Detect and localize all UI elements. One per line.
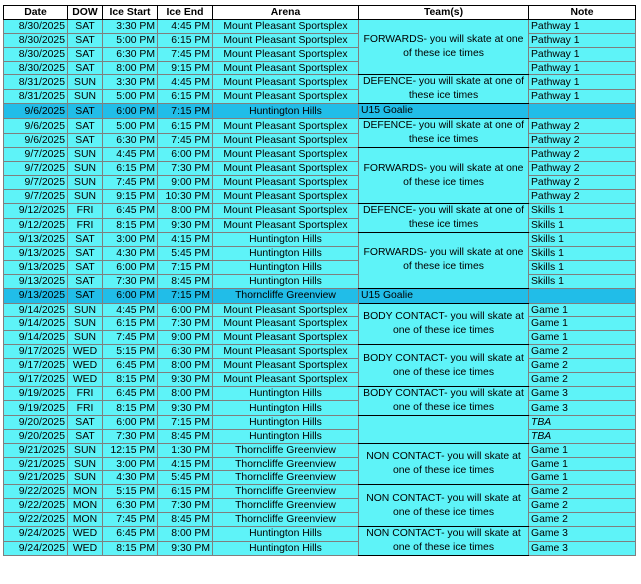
arena-cell[interactable]: Thorncliffe Greenview bbox=[213, 471, 359, 485]
table-row bbox=[4, 61, 636, 75]
arena-cell[interactable]: Mount Pleasant Sportsplex bbox=[213, 331, 359, 345]
ice-end-cell[interactable]: 6:15 PM bbox=[158, 119, 213, 134]
note-cell[interactable]: Pathway 1 bbox=[529, 47, 636, 61]
table-row bbox=[4, 443, 636, 457]
table-row bbox=[4, 401, 636, 416]
table-row bbox=[4, 33, 636, 47]
date-cell[interactable]: 8/31/2025 bbox=[4, 75, 68, 90]
note-cell[interactable]: Game 1 bbox=[529, 457, 636, 471]
arena-cell[interactable]: Mount Pleasant Sportsplex bbox=[213, 204, 359, 219]
ice-start-cell[interactable]: 6:00 PM bbox=[103, 288, 158, 303]
ice-start-cell[interactable]: 6:15 PM bbox=[103, 317, 158, 331]
teams-cell[interactable]: BODY CONTACT- you will skate at one of these ice times bbox=[359, 303, 529, 345]
ice-start-cell[interactable]: 6:00 PM bbox=[103, 104, 158, 119]
arena-cell[interactable]: Mount Pleasant Sportsplex bbox=[213, 148, 359, 162]
dow-cell[interactable]: WED bbox=[68, 541, 103, 556]
date-cell[interactable]: 9/24/2025 bbox=[4, 541, 68, 556]
note-cell[interactable]: Game 1 bbox=[529, 303, 636, 317]
ice-start-cell[interactable]: 4:45 PM bbox=[103, 148, 158, 162]
note-cell[interactable]: Pathway 2 bbox=[529, 176, 636, 190]
note-cell[interactable]: Pathway 1 bbox=[529, 61, 636, 75]
ice-start-cell[interactable]: 7:45 PM bbox=[103, 513, 158, 527]
ice-start-cell[interactable]: 9:15 PM bbox=[103, 190, 158, 204]
ice-end-cell[interactable]: 9:30 PM bbox=[158, 373, 213, 387]
ice-start-cell[interactable]: 8:15 PM bbox=[103, 373, 158, 387]
ice-start-cell[interactable]: 8:15 PM bbox=[103, 218, 158, 233]
date-cell[interactable]: 9/14/2025 bbox=[4, 331, 68, 345]
date-cell[interactable]: 9/21/2025 bbox=[4, 457, 68, 471]
teams-cell[interactable]: U15 Goalie bbox=[359, 104, 529, 119]
note-cell[interactable]: TBA bbox=[529, 429, 636, 443]
arena-cell[interactable]: Mount Pleasant Sportsplex bbox=[213, 119, 359, 134]
table-row bbox=[4, 317, 636, 331]
ice-start-cell[interactable]: 6:45 PM bbox=[103, 204, 158, 219]
dow-cell[interactable]: MON bbox=[68, 513, 103, 527]
date-cell[interactable]: 8/30/2025 bbox=[4, 19, 68, 33]
arena-cell[interactable]: Mount Pleasant Sportsplex bbox=[213, 133, 359, 148]
ice-end-cell[interactable]: 7:30 PM bbox=[158, 317, 213, 331]
arena-cell[interactable]: Huntington Hills bbox=[213, 246, 359, 260]
ice-end-cell[interactable]: 7:30 PM bbox=[158, 499, 213, 513]
arena-cell[interactable]: Thorncliffe Greenview bbox=[213, 457, 359, 471]
header-ice-start[interactable]: Ice Start bbox=[103, 6, 158, 20]
note-cell[interactable]: Pathway 1 bbox=[529, 19, 636, 33]
date-cell[interactable]: 9/14/2025 bbox=[4, 303, 68, 317]
note-cell[interactable]: Game 2 bbox=[529, 373, 636, 387]
note-cell[interactable]: Pathway 2 bbox=[529, 119, 636, 134]
table-row bbox=[4, 303, 636, 317]
dow-cell[interactable]: SUN bbox=[68, 471, 103, 485]
date-cell[interactable]: 8/31/2025 bbox=[4, 89, 68, 104]
date-cell[interactable]: 9/21/2025 bbox=[4, 471, 68, 485]
date-cell[interactable]: 9/13/2025 bbox=[4, 246, 68, 260]
ice-end-cell[interactable]: 6:15 PM bbox=[158, 485, 213, 499]
dow-cell[interactable]: WED bbox=[68, 345, 103, 359]
ice-end-cell[interactable]: 5:45 PM bbox=[158, 471, 213, 485]
table-row bbox=[4, 75, 636, 90]
arena-cell[interactable]: Huntington Hills bbox=[213, 104, 359, 119]
ice-start-cell[interactable]: 6:45 PM bbox=[103, 527, 158, 542]
table-row bbox=[4, 345, 636, 359]
note-cell[interactable]: Game 1 bbox=[529, 471, 636, 485]
dow-cell[interactable]: SUN bbox=[68, 317, 103, 331]
note-cell[interactable]: Game 3 bbox=[529, 386, 636, 401]
table-row bbox=[4, 485, 636, 499]
ice-start-cell[interactable]: 7:30 PM bbox=[103, 429, 158, 443]
note-cell[interactable]: Game 3 bbox=[529, 541, 636, 556]
date-cell[interactable]: 9/7/2025 bbox=[4, 162, 68, 176]
ice-start-cell[interactable]: 3:30 PM bbox=[103, 19, 158, 33]
ice-start-cell[interactable]: 8:15 PM bbox=[103, 541, 158, 556]
table-row bbox=[4, 373, 636, 387]
dow-cell[interactable]: SAT bbox=[68, 19, 103, 33]
table-row bbox=[4, 499, 636, 513]
arena-cell[interactable]: Mount Pleasant Sportsplex bbox=[213, 317, 359, 331]
date-cell[interactable]: 9/22/2025 bbox=[4, 513, 68, 527]
arena-cell[interactable]: Mount Pleasant Sportsplex bbox=[213, 61, 359, 75]
note-cell[interactable]: Pathway 2 bbox=[529, 148, 636, 162]
date-cell[interactable]: 9/14/2025 bbox=[4, 317, 68, 331]
date-cell[interactable]: 9/20/2025 bbox=[4, 415, 68, 429]
arena-cell[interactable]: Huntington Hills bbox=[213, 527, 359, 542]
dow-cell[interactable]: WED bbox=[68, 373, 103, 387]
header-teams[interactable]: Team(s) bbox=[359, 6, 529, 20]
note-cell[interactable]: Game 3 bbox=[529, 527, 636, 542]
arena-cell[interactable]: Mount Pleasant Sportsplex bbox=[213, 162, 359, 176]
note-cell[interactable]: Game 2 bbox=[529, 359, 636, 373]
note-cell[interactable]: Skills 1 bbox=[529, 233, 636, 247]
ice-end-cell[interactable]: 9:30 PM bbox=[158, 218, 213, 233]
table-row bbox=[4, 204, 636, 219]
dow-cell[interactable]: MON bbox=[68, 485, 103, 499]
teams-cell[interactable]: U15 Goalie bbox=[359, 288, 529, 303]
ice-end-cell[interactable]: 6:15 PM bbox=[158, 89, 213, 104]
ice-end-cell[interactable]: 7:15 PM bbox=[158, 260, 213, 274]
dow-cell[interactable]: SAT bbox=[68, 61, 103, 75]
ice-start-cell[interactable]: 8:00 PM bbox=[103, 61, 158, 75]
note-cell[interactable]: Pathway 2 bbox=[529, 190, 636, 204]
dow-cell[interactable]: SAT bbox=[68, 47, 103, 61]
ice-end-cell[interactable]: 4:45 PM bbox=[158, 75, 213, 90]
date-cell[interactable]: 9/21/2025 bbox=[4, 443, 68, 457]
ice-start-cell[interactable]: 6:30 PM bbox=[103, 47, 158, 61]
ice-end-cell[interactable]: 7:45 PM bbox=[158, 133, 213, 148]
date-cell[interactable]: 9/13/2025 bbox=[4, 274, 68, 288]
ice-start-cell[interactable]: 12:15 PM bbox=[103, 443, 158, 457]
arena-cell[interactable]: Huntington Hills bbox=[213, 541, 359, 556]
note-cell[interactable]: Game 2 bbox=[529, 345, 636, 359]
table-row bbox=[4, 331, 636, 345]
note-cell[interactable] bbox=[529, 288, 636, 303]
dow-cell[interactable]: MON bbox=[68, 499, 103, 513]
arena-cell[interactable]: Huntington Hills bbox=[213, 233, 359, 247]
arena-cell[interactable]: Thorncliffe Greenview bbox=[213, 485, 359, 499]
teams-cell[interactable]: FORWARDS- you will skate at one of these ice times bbox=[359, 19, 529, 75]
ice-start-cell[interactable]: 6:00 PM bbox=[103, 415, 158, 429]
date-cell[interactable]: 9/17/2025 bbox=[4, 359, 68, 373]
teams-cell[interactable]: BODY CONTACT- you will skate at one of these ice times bbox=[359, 386, 529, 415]
date-cell[interactable]: 9/13/2025 bbox=[4, 260, 68, 274]
ice-end-cell[interactable]: 8:45 PM bbox=[158, 274, 213, 288]
dow-cell[interactable]: SUN bbox=[68, 443, 103, 457]
ice-start-cell[interactable]: 5:00 PM bbox=[103, 119, 158, 134]
arena-cell[interactable]: Thorncliffe Greenview bbox=[213, 513, 359, 527]
dow-cell[interactable]: FRI bbox=[68, 401, 103, 416]
date-cell[interactable]: 9/13/2025 bbox=[4, 233, 68, 247]
dow-cell[interactable]: SUN bbox=[68, 162, 103, 176]
ice-end-cell[interactable]: 8:00 PM bbox=[158, 359, 213, 373]
dow-cell[interactable]: SAT bbox=[68, 33, 103, 47]
ice-start-cell[interactable]: 5:15 PM bbox=[103, 345, 158, 359]
ice-start-cell[interactable]: 8:15 PM bbox=[103, 401, 158, 416]
dow-cell[interactable]: SAT bbox=[68, 274, 103, 288]
table-row bbox=[4, 190, 636, 204]
dow-cell[interactable]: FRI bbox=[68, 386, 103, 401]
ice-start-cell[interactable]: 7:45 PM bbox=[103, 331, 158, 345]
dow-cell[interactable]: SAT bbox=[68, 260, 103, 274]
header-row bbox=[4, 6, 636, 20]
date-cell[interactable]: 9/7/2025 bbox=[4, 190, 68, 204]
dow-cell[interactable]: SUN bbox=[68, 75, 103, 90]
dow-cell[interactable]: SAT bbox=[68, 288, 103, 303]
date-cell[interactable]: 9/7/2025 bbox=[4, 176, 68, 190]
note-cell[interactable]: Game 2 bbox=[529, 513, 636, 527]
ice-end-cell[interactable]: 6:00 PM bbox=[158, 303, 213, 317]
ice-end-cell[interactable]: 9:15 PM bbox=[158, 61, 213, 75]
ice-end-cell[interactable]: 6:30 PM bbox=[158, 345, 213, 359]
dow-cell[interactable]: FRI bbox=[68, 204, 103, 219]
table-row bbox=[4, 386, 636, 401]
note-cell[interactable]: Skills 1 bbox=[529, 246, 636, 260]
date-cell[interactable]: 9/22/2025 bbox=[4, 485, 68, 499]
header-date[interactable]: Date bbox=[4, 6, 68, 20]
arena-cell[interactable]: Mount Pleasant Sportsplex bbox=[213, 176, 359, 190]
table-row bbox=[4, 274, 636, 288]
ice-end-cell[interactable]: 8:45 PM bbox=[158, 429, 213, 443]
ice-start-cell[interactable]: 5:00 PM bbox=[103, 33, 158, 47]
ice-end-cell[interactable]: 8:45 PM bbox=[158, 513, 213, 527]
ice-start-cell[interactable]: 4:30 PM bbox=[103, 471, 158, 485]
note-cell[interactable]: Pathway 1 bbox=[529, 75, 636, 90]
ice-start-cell[interactable]: 5:15 PM bbox=[103, 485, 158, 499]
note-cell[interactable]: Skills 1 bbox=[529, 218, 636, 233]
date-cell[interactable]: 9/24/2025 bbox=[4, 527, 68, 542]
dow-cell[interactable]: WED bbox=[68, 527, 103, 542]
arena-cell[interactable]: Mount Pleasant Sportsplex bbox=[213, 303, 359, 317]
arena-cell[interactable]: Mount Pleasant Sportsplex bbox=[213, 33, 359, 47]
arena-cell[interactable]: Thorncliffe Greenview bbox=[213, 443, 359, 457]
dow-cell[interactable]: SUN bbox=[68, 303, 103, 317]
note-cell[interactable]: Skills 1 bbox=[529, 260, 636, 274]
teams-cell[interactable]: NON CONTACT- you will skate at one of these ice times bbox=[359, 527, 529, 556]
teams-cell[interactable]: DEFENCE- you will skate at one of these ice times bbox=[359, 119, 529, 148]
ice-end-cell[interactable]: 7:15 PM bbox=[158, 288, 213, 303]
note-cell[interactable]: Game 1 bbox=[529, 331, 636, 345]
note-cell[interactable]: Pathway 1 bbox=[529, 33, 636, 47]
ice-end-cell[interactable]: 10:30 PM bbox=[158, 190, 213, 204]
dow-cell[interactable]: SAT bbox=[68, 233, 103, 247]
date-cell[interactable]: 9/19/2025 bbox=[4, 386, 68, 401]
table-row bbox=[4, 233, 636, 247]
ice-end-cell[interactable]: 8:00 PM bbox=[158, 386, 213, 401]
table-row bbox=[4, 119, 636, 134]
table-row bbox=[4, 218, 636, 233]
teams-cell[interactable]: FORWARDS- you will skate at one of these ice times bbox=[359, 148, 529, 204]
teams-cell[interactable] bbox=[359, 415, 529, 443]
ice-end-cell[interactable]: 4:15 PM bbox=[158, 457, 213, 471]
arena-cell[interactable]: Mount Pleasant Sportsplex bbox=[213, 373, 359, 387]
table-row bbox=[4, 19, 636, 33]
ice-start-cell[interactable]: 6:15 PM bbox=[103, 162, 158, 176]
ice-end-cell[interactable]: 4:15 PM bbox=[158, 233, 213, 247]
schedule-body bbox=[4, 19, 636, 555]
note-cell[interactable] bbox=[529, 104, 636, 119]
date-cell[interactable]: 9/6/2025 bbox=[4, 104, 68, 119]
teams-cell[interactable]: NON CONTACT- you will skate at one of these ice times bbox=[359, 485, 529, 527]
ice-end-cell[interactable]: 8:00 PM bbox=[158, 527, 213, 542]
dow-cell[interactable]: SUN bbox=[68, 148, 103, 162]
arena-cell[interactable]: Mount Pleasant Sportsplex bbox=[213, 190, 359, 204]
dow-cell[interactable]: SUN bbox=[68, 89, 103, 104]
ice-end-cell[interactable]: 7:15 PM bbox=[158, 415, 213, 429]
date-cell[interactable]: 9/17/2025 bbox=[4, 373, 68, 387]
dow-cell[interactable]: FRI bbox=[68, 218, 103, 233]
arena-cell[interactable]: Mount Pleasant Sportsplex bbox=[213, 359, 359, 373]
arena-cell[interactable]: Huntington Hills bbox=[213, 386, 359, 401]
ice-start-cell[interactable]: 6:30 PM bbox=[103, 133, 158, 148]
note-cell[interactable]: Pathway 2 bbox=[529, 133, 636, 148]
table-row bbox=[4, 133, 636, 148]
note-cell[interactable]: Game 1 bbox=[529, 443, 636, 457]
ice-end-cell[interactable]: 7:30 PM bbox=[158, 162, 213, 176]
arena-cell[interactable]: Mount Pleasant Sportsplex bbox=[213, 345, 359, 359]
ice-start-cell[interactable]: 3:30 PM bbox=[103, 75, 158, 90]
header-arena[interactable]: Arena bbox=[213, 6, 359, 20]
date-cell[interactable]: 8/30/2025 bbox=[4, 47, 68, 61]
ice-start-cell[interactable]: 7:45 PM bbox=[103, 176, 158, 190]
ice-start-cell[interactable]: 5:00 PM bbox=[103, 89, 158, 104]
ice-end-cell[interactable]: 9:00 PM bbox=[158, 331, 213, 345]
dow-cell[interactable]: SUN bbox=[68, 331, 103, 345]
ice-end-cell[interactable]: 8:00 PM bbox=[158, 204, 213, 219]
ice-end-cell[interactable]: 9:00 PM bbox=[158, 176, 213, 190]
table-row bbox=[4, 246, 636, 260]
date-cell[interactable]: 9/17/2025 bbox=[4, 345, 68, 359]
ice-end-cell[interactable]: 1:30 PM bbox=[158, 443, 213, 457]
table-row bbox=[4, 89, 636, 104]
dow-cell[interactable]: SUN bbox=[68, 457, 103, 471]
date-cell[interactable]: 9/6/2025 bbox=[4, 133, 68, 148]
arena-cell[interactable]: Huntington Hills bbox=[213, 415, 359, 429]
ice-end-cell[interactable]: 9:30 PM bbox=[158, 401, 213, 416]
table-row bbox=[4, 288, 636, 303]
dow-cell[interactable]: SAT bbox=[68, 119, 103, 134]
note-cell[interactable]: Game 2 bbox=[529, 499, 636, 513]
table-row bbox=[4, 260, 636, 274]
ice-start-cell[interactable]: 7:30 PM bbox=[103, 274, 158, 288]
date-cell[interactable]: 9/13/2025 bbox=[4, 288, 68, 303]
ice-start-cell[interactable]: 3:00 PM bbox=[103, 233, 158, 247]
table-row bbox=[4, 471, 636, 485]
dow-cell[interactable]: SUN bbox=[68, 190, 103, 204]
table-row bbox=[4, 176, 636, 190]
table-row bbox=[4, 47, 636, 61]
ice-end-cell[interactable]: 6:15 PM bbox=[158, 33, 213, 47]
arena-cell[interactable]: Huntington Hills bbox=[213, 401, 359, 416]
arena-cell[interactable]: Huntington Hills bbox=[213, 274, 359, 288]
note-cell[interactable]: Skills 1 bbox=[529, 204, 636, 219]
date-cell[interactable]: 9/12/2025 bbox=[4, 218, 68, 233]
date-cell[interactable]: 9/12/2025 bbox=[4, 204, 68, 219]
ice-end-cell[interactable]: 5:45 PM bbox=[158, 246, 213, 260]
table-row bbox=[4, 104, 636, 119]
arena-cell[interactable]: Huntington Hills bbox=[213, 260, 359, 274]
date-cell[interactable]: 9/6/2025 bbox=[4, 119, 68, 134]
ice-end-cell[interactable]: 9:30 PM bbox=[158, 541, 213, 556]
header-note[interactable]: Note bbox=[529, 6, 636, 20]
header-ice-end[interactable]: Ice End bbox=[158, 6, 213, 20]
arena-cell[interactable]: Huntington Hills bbox=[213, 429, 359, 443]
ice-start-cell[interactable]: 6:30 PM bbox=[103, 499, 158, 513]
table-row bbox=[4, 457, 636, 471]
teams-cell[interactable]: DEFENCE- you will skate at one of these ice times bbox=[359, 204, 529, 233]
ice-start-cell[interactable]: 4:45 PM bbox=[103, 303, 158, 317]
arena-cell[interactable]: Mount Pleasant Sportsplex bbox=[213, 218, 359, 233]
date-cell[interactable]: 9/20/2025 bbox=[4, 429, 68, 443]
dow-cell[interactable]: SAT bbox=[68, 246, 103, 260]
ice-start-cell[interactable]: 6:45 PM bbox=[103, 359, 158, 373]
table-row bbox=[4, 359, 636, 373]
table-row bbox=[4, 527, 636, 542]
ice-start-cell[interactable]: 3:00 PM bbox=[103, 457, 158, 471]
ice-end-cell[interactable]: 7:45 PM bbox=[158, 47, 213, 61]
note-cell[interactable]: Game 3 bbox=[529, 401, 636, 416]
teams-cell[interactable]: BODY CONTACT- you will skate at one of these ice times bbox=[359, 345, 529, 387]
note-cell[interactable]: Skills 1 bbox=[529, 274, 636, 288]
arena-cell[interactable]: Mount Pleasant Sportsplex bbox=[213, 19, 359, 33]
note-cell[interactable]: Pathway 2 bbox=[529, 162, 636, 176]
arena-cell[interactable]: Mount Pleasant Sportsplex bbox=[213, 75, 359, 90]
teams-cell[interactable]: DEFENCE- you will skate at one of these ice times bbox=[359, 75, 529, 104]
date-cell[interactable]: 8/30/2025 bbox=[4, 61, 68, 75]
table-row bbox=[4, 148, 636, 162]
arena-cell[interactable]: Thorncliffe Greenview bbox=[213, 499, 359, 513]
table-row bbox=[4, 513, 636, 527]
dow-cell[interactable]: WED bbox=[68, 359, 103, 373]
ice-end-cell[interactable]: 4:45 PM bbox=[158, 19, 213, 33]
arena-cell[interactable]: Thorncliffe Greenview bbox=[213, 288, 359, 303]
dow-cell[interactable]: SUN bbox=[68, 176, 103, 190]
teams-cell[interactable]: NON CONTACT- you will skate at one of these ice times bbox=[359, 443, 529, 485]
arena-cell[interactable]: Mount Pleasant Sportsplex bbox=[213, 89, 359, 104]
table-row bbox=[4, 541, 636, 556]
note-cell[interactable]: Game 1 bbox=[529, 317, 636, 331]
teams-cell[interactable]: FORWARDS- you will skate at one of these ice times bbox=[359, 233, 529, 289]
dow-cell[interactable]: SAT bbox=[68, 133, 103, 148]
ice-start-cell[interactable]: 4:30 PM bbox=[103, 246, 158, 260]
ice-start-cell[interactable]: 6:45 PM bbox=[103, 386, 158, 401]
note-cell[interactable]: TBA bbox=[529, 415, 636, 429]
ice-end-cell[interactable]: 6:00 PM bbox=[158, 148, 213, 162]
date-cell[interactable]: 8/30/2025 bbox=[4, 33, 68, 47]
header-dow[interactable]: DOW bbox=[68, 6, 103, 20]
table-row bbox=[4, 415, 636, 429]
date-cell[interactable]: 9/19/2025 bbox=[4, 401, 68, 416]
arena-cell[interactable]: Mount Pleasant Sportsplex bbox=[213, 47, 359, 61]
ice-start-cell[interactable]: 6:00 PM bbox=[103, 260, 158, 274]
note-cell[interactable]: Game 2 bbox=[529, 485, 636, 499]
date-cell[interactable]: 9/22/2025 bbox=[4, 499, 68, 513]
dow-cell[interactable]: SAT bbox=[68, 104, 103, 119]
ice-schedule-table bbox=[3, 5, 636, 556]
table-row bbox=[4, 162, 636, 176]
dow-cell[interactable]: SAT bbox=[68, 429, 103, 443]
dow-cell[interactable]: SAT bbox=[68, 415, 103, 429]
date-cell[interactable]: 9/7/2025 bbox=[4, 148, 68, 162]
table-row bbox=[4, 429, 636, 443]
note-cell[interactable]: Pathway 1 bbox=[529, 89, 636, 104]
ice-end-cell[interactable]: 7:15 PM bbox=[158, 104, 213, 119]
